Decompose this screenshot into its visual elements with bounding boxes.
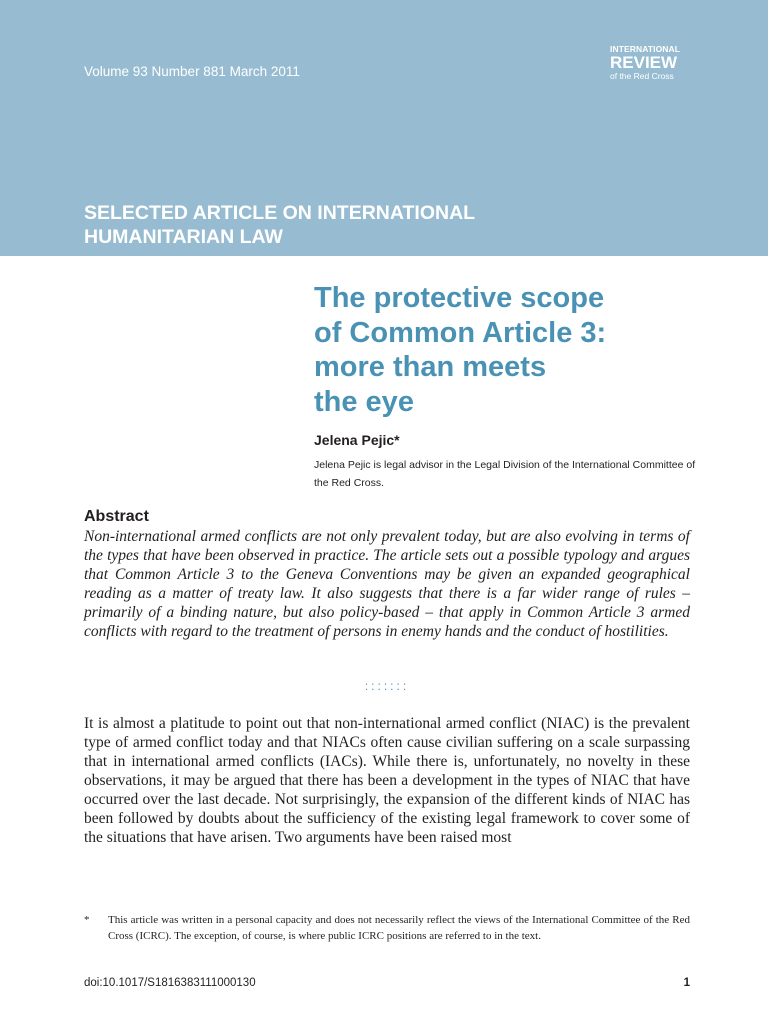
journal-logo-main: REVIEW <box>610 52 678 72</box>
article-title-line-4: the eye <box>314 385 414 418</box>
section-heading-line-1: SELECTED ARTICLE ON INTERNATIONAL <box>84 202 476 224</box>
section-heading <box>84 201 704 249</box>
footnote <box>84 913 690 944</box>
abstract-heading: Abstract <box>84 508 149 525</box>
doi-link[interactable]: doi:10.1017/S1816383111000130 <box>84 977 256 989</box>
author-bio: Jelena Pejic is legal advisor in the Legal Division of the International Committee of the Red Cross. <box>314 459 696 489</box>
article-title <box>314 281 714 419</box>
section-divider: ::::::: <box>364 679 410 693</box>
body-paragraph: It is almost a platitude to point out that non-international armed conflict (NIAC) is the prevalent type of armed conflict today and that NIACs often cause civilian suffering on a scale surpassing that in international armed conflicts (IACs). While there is, unfortunately, no novelty in these observations, it may be argued that there has been a development in the types of NIAC that have occurred over the last decade. Not surprisingly, the expansion of the different kinds of NIAC has been followed by doubts about the sufficiency of the existing legal framework to cover some of the situations that have arisen. Two arguments have been raised most <box>84 715 690 846</box>
page-number: 1 <box>683 977 690 989</box>
section-heading-line-2: HUMANITARIAN LAW <box>84 226 283 248</box>
footnote-text: This article was written in a personal capacity and does not necessarily reflect the views of the International Committee of the Red Cross (ICRC). The exception, of course, is where public ICRC positions are referred to in the text. <box>108 914 690 942</box>
header-band <box>0 0 768 256</box>
article-title-line-1: The protective scope <box>314 282 605 314</box>
author-name: Jelena Pejic* <box>314 432 400 448</box>
footnote-mark: * <box>84 914 90 926</box>
journal-logo-sub: of the Red Cross <box>610 70 674 81</box>
issue-line: Volume 93 Number 881 March 2011 <box>84 64 300 79</box>
abstract-text: Non-international armed conflicts are not only prevalent today, but are also evolving in terms of the types that have been observed in practice. The article sets out a possible typology and argues that Common Article 3 to the Geneva Conventions may be given an expanded geographical reading as a matter of treaty law. It also suggests that there is a far wider range of rules – primarily of a binding nature, but also policy-based – that apply in Common Article 3 armed conflicts with regard to the treatment of persons in enemy hands and the conduct of hostilities. <box>84 528 690 640</box>
article-title-line-2: of Common Article 3: <box>314 316 607 349</box>
journal-logo-top: INTERNATIONAL <box>610 44 681 54</box>
journal-logo <box>610 45 690 80</box>
article-title-line-3: more than meets <box>314 351 547 383</box>
